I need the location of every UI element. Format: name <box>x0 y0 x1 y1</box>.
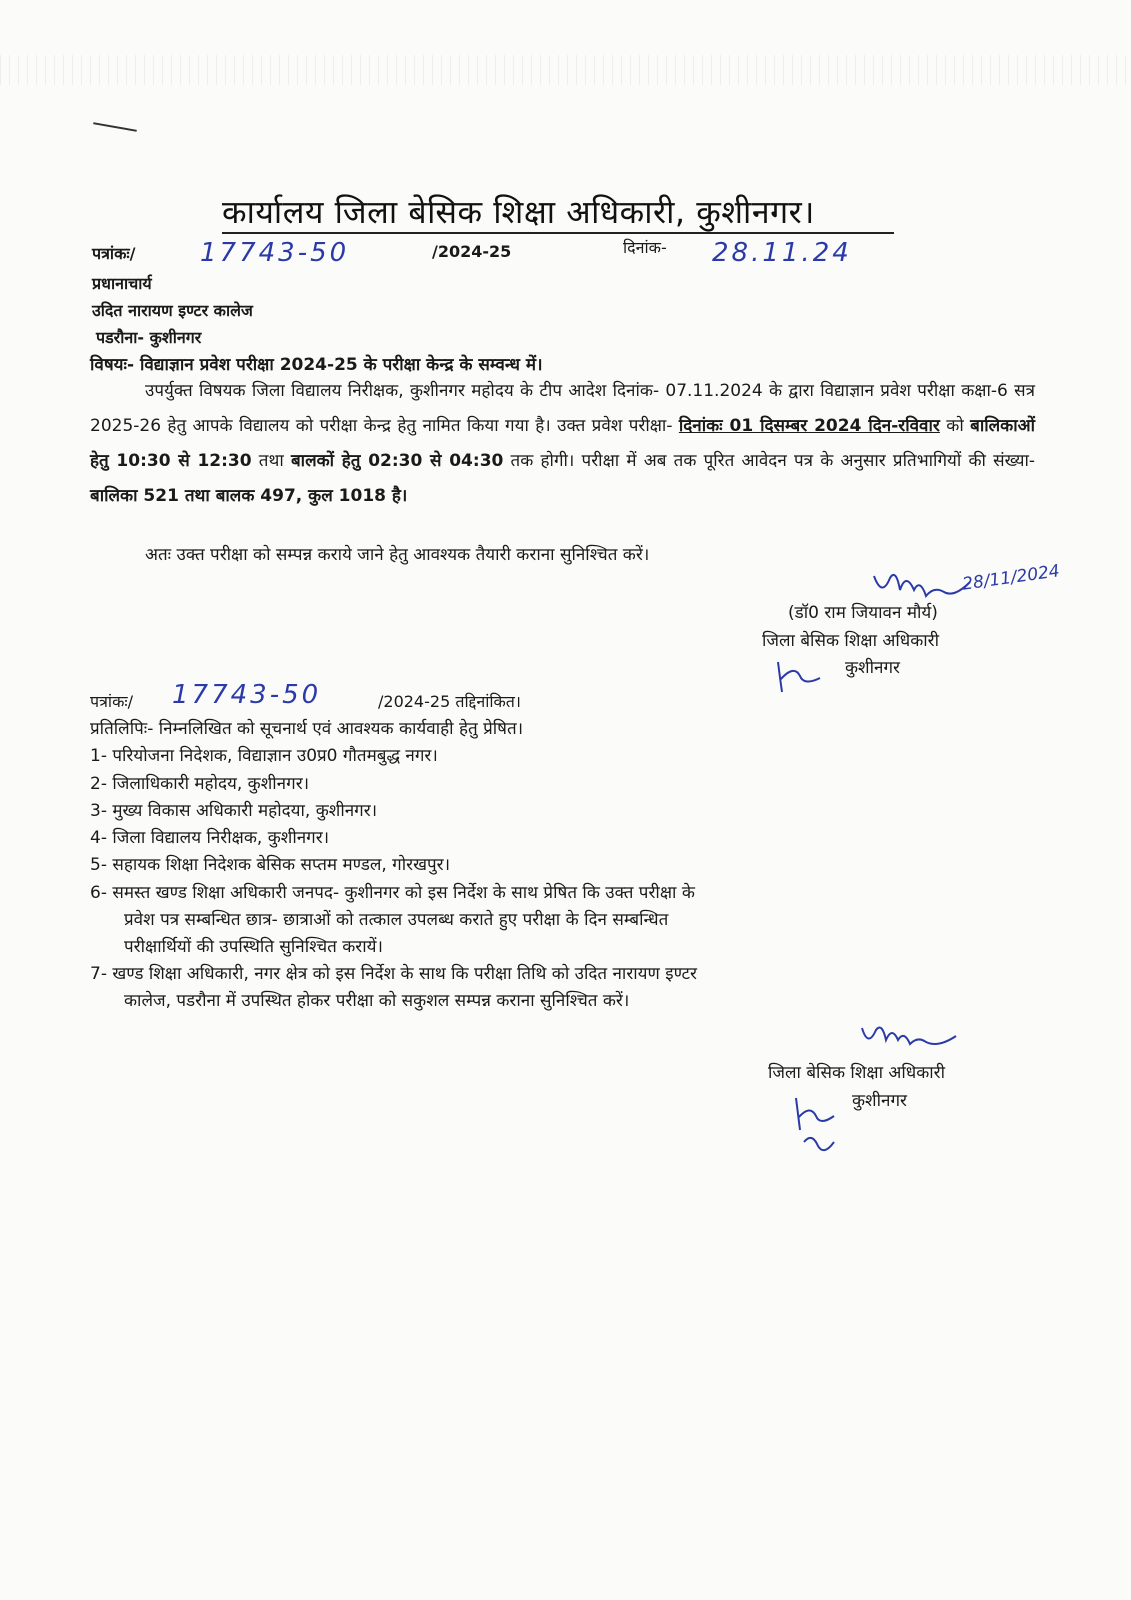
list-item: 4- जिला विद्यालय निरीक्षक, कुशीनगर। <box>90 828 330 848</box>
body-text: उपर्युक्त विषयक जिला विद्यालय निरीक्षक, कुशीनगर महोदय के टीप आदेश दिनांक- 07.11.2024 के द्वारा विद्याज्ञान प्रवेश परीक्षा कक्षा-6 सत्र 2025-26 हेतु आपके विद्यालय को परीक्षा केन्द्र हेतु नामित किया गया है। उक्त प्रवेश परीक्षा- <box>90 381 1035 436</box>
signatory-place-2: कुशीनगर <box>852 1091 907 1111</box>
list-item-continuation: परीक्षार्थियों की उपस्थिति सुनिश्चित करायें। <box>124 937 383 957</box>
recipient-line-3: पडरौना- कुशीनगर <box>96 328 202 347</box>
date-handwritten: 28.11.24 <box>712 238 852 268</box>
participant-count: बालिका 521 तथा बालक 497, कुल 1018 है। <box>90 486 408 506</box>
girls-timing: बालिकाओं हेतु 10:30 से 12:30 <box>90 416 1035 471</box>
recipient-line-1: प्रधानाचार्य <box>92 274 152 293</box>
ref-number-handwritten: 17743-50 <box>200 238 350 268</box>
body-text: तक होगी। परीक्षा में अब तक पूरित आवेदन पत्र के अनुसार प्रतिभागियों की संख्या- <box>503 451 1035 471</box>
boys-timing: बालकों हेतु 02:30 से 04:30 <box>290 451 504 471</box>
recipient-line-2: उदित नारायण इण्टर कालेज <box>92 301 253 320</box>
list-item-continuation: प्रवेश पत्र सम्बन्धित छात्र- छात्राओं को तत्काल उपलब्ध कराते हुए परीक्षा के दिन सम्बन्धित <box>124 910 669 930</box>
body-paragraph <box>90 374 1035 514</box>
pen-mark <box>93 122 137 132</box>
list-item: 7- खण्ड शिक्षा अधिकारी, नगर क्षेत्र को इस निर्देश के साथ कि परीक्षा तिथि को उदित नारायण इण्टर <box>90 964 697 984</box>
ref-label: पत्रांकः/ <box>92 244 136 263</box>
copy-ref-number-handwritten: 17743-50 <box>172 680 322 710</box>
signature-scribble-2 <box>856 1020 966 1060</box>
list-item: 3- मुख्य विकास अधिकारी महोदया, कुशीनगर। <box>90 801 378 821</box>
body-text: तथा <box>251 451 291 471</box>
title-underline <box>222 232 894 234</box>
subject-line: विषयः- विद्याज्ञान प्रवेश परीक्षा 2024-25 के परीक्षा केन्द्र के सम्वन्ध में। <box>90 355 543 375</box>
list-item: 1- परियोजना निदेशक, विद्याज्ञान उ0प्र0 गौतमबुद्ध नगर। <box>90 746 438 766</box>
signatory-designation-2: जिला बेसिक शिक्षा अधिकारी <box>768 1063 946 1083</box>
initials-scribble-2 <box>790 1092 860 1162</box>
copy-intro: प्रतिलिपिः- निम्नलिखित को सूचनार्थ एवं आवश्यक कार्यवाही हेतु प्रेषित। <box>90 719 524 739</box>
list-item: 6- समस्त खण्ड शिक्षा अधिकारी जनपद- कुशीनगर को इस निर्देश के साथ प्रेषित कि उक्त परीक्षा के <box>90 883 695 903</box>
exam-date: दिनांकः 01 दिसम्बर 2024 दिन-रविवार <box>678 416 940 436</box>
list-item-continuation: कालेज, पडरौना में उपस्थित होकर परीक्षा को सकुशल सम्पन्न कराना सुनिश्चित करें। <box>124 991 630 1011</box>
copy-ref-label: पत्रांकः/ <box>90 692 133 711</box>
signature-date-handwritten: 28/11/2024 <box>961 561 1061 595</box>
copy-ref-rest: /2024-25 तद्दिनांकित। <box>378 692 521 711</box>
initials-scribble <box>770 658 830 694</box>
signatory-designation: जिला बेसिक शिक्षा अधिकारी <box>762 631 940 651</box>
list-item: 5- सहायक शिक्षा निदेशक बेसिक सप्तम मण्डल, गोरखपुर। <box>90 855 451 875</box>
signatory-name: (डॉ0 राम जियावन मौर्य) <box>788 603 938 623</box>
body-closing: अतः उक्त परीक्षा को सम्पन्न कराये जाने हेतु आवश्यक तैयारी कराना सुनिश्चित करें। <box>145 545 650 565</box>
scan-noise <box>0 55 1131 85</box>
office-title: कार्यालय जिला बेसिक शिक्षा अधिकारी, कुशीनगर। <box>222 193 815 231</box>
date-label: दिनांक- <box>623 238 667 257</box>
ref-year: /2024-25 <box>432 242 512 261</box>
signatory-place: कुशीनगर <box>845 658 900 678</box>
list-item: 2- जिलाधिकारी महोदय, कुशीनगर। <box>90 774 310 794</box>
body-text: को <box>939 416 971 436</box>
